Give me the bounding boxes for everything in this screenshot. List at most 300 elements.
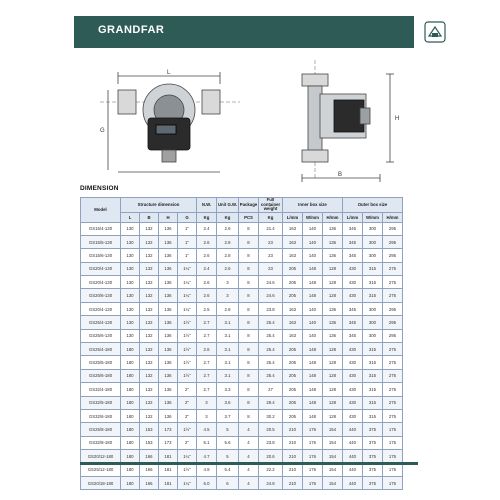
table-cell: 181 — [159, 463, 178, 476]
table-row — [81, 463, 403, 476]
table-cell: 2.7 — [197, 383, 217, 396]
table-cell: 275 — [383, 276, 403, 289]
table-cell: 345 — [343, 235, 363, 248]
table-cell: 136 — [159, 249, 178, 262]
table-cell: 300 — [363, 222, 383, 235]
footer-bar — [80, 462, 418, 465]
table-cell: 8 — [239, 396, 259, 409]
table-cell: 166 — [140, 476, 159, 489]
table-cell: 430 — [343, 409, 363, 422]
subheader-cell: G — [178, 212, 197, 222]
subheader-cell: L/mm — [283, 212, 303, 222]
table-cell: 23 — [259, 249, 283, 262]
table-row — [81, 302, 403, 315]
table-cell: 275 — [383, 409, 403, 422]
header-inner-box: Inner box size — [283, 198, 343, 213]
table-cell: 2.4 — [197, 222, 217, 235]
table-cell: 295 — [383, 222, 403, 235]
table-cell: 130 — [121, 316, 140, 329]
table-cell: 345 — [343, 329, 363, 342]
table-cell: 24.6 — [259, 276, 283, 289]
table-cell: 128 — [323, 262, 343, 275]
table-cell: 176 — [303, 450, 323, 463]
table-cell: 20.6 — [259, 450, 283, 463]
table-cell: 148 — [303, 409, 323, 422]
table-cell: 8 — [239, 383, 259, 396]
table-cell: 2.7 — [197, 356, 217, 369]
table-cell: 315 — [363, 383, 383, 396]
table-row — [81, 356, 403, 369]
table-cell: 1½" — [178, 369, 197, 382]
table-cell: 140 — [303, 302, 323, 315]
table-cell: 130 — [121, 289, 140, 302]
table-cell: 23 — [259, 262, 283, 275]
table-cell: 430 — [343, 396, 363, 409]
table-cell: 2.4 — [197, 262, 217, 275]
table-cell: 315 — [363, 369, 383, 382]
table-cell: 4 — [239, 463, 259, 476]
table-cell: 136 — [159, 396, 178, 409]
subheader-cell: Kg — [259, 212, 283, 222]
table-cell: 20.5 — [259, 423, 283, 436]
table-cell: 1¼" — [178, 302, 197, 315]
table-cell: 128 — [323, 409, 343, 422]
table-cell: 136 — [159, 343, 178, 356]
table-cell: 375 — [363, 463, 383, 476]
table-cell: 130 — [121, 302, 140, 315]
table-cell: 27 — [259, 383, 283, 396]
table-cell: 345 — [343, 222, 363, 235]
dim-g-label: G — [100, 128, 105, 134]
table-cell: 132 — [140, 235, 159, 248]
table-cell: 140 — [303, 222, 323, 235]
table-cell: 136 — [159, 289, 178, 302]
table-row — [81, 276, 403, 289]
subheader-cell: W/mm — [303, 212, 323, 222]
table-cell: 163 — [283, 316, 303, 329]
header-structure: Structure dimension — [121, 198, 197, 213]
table-cell: 3 — [197, 409, 217, 422]
table-row — [81, 316, 403, 329]
table-cell: 148 — [303, 289, 323, 302]
table-cell: 440 — [343, 436, 363, 449]
table-cell: 148 — [303, 262, 323, 275]
table-cell: 154 — [323, 423, 343, 436]
table-cell: 180 — [121, 450, 140, 463]
table-cell: 23.8 — [259, 436, 283, 449]
table-cell: 440 — [343, 423, 363, 436]
table-cell: 132 — [140, 369, 159, 382]
table-cell: 153 — [140, 423, 159, 436]
table-cell: 345 — [343, 316, 363, 329]
table-cell: 132 — [140, 249, 159, 262]
table-cell: 163 — [283, 249, 303, 262]
table-cell: 3 — [217, 276, 239, 289]
table-cell: 180 — [121, 383, 140, 396]
table-cell: 8 — [239, 289, 259, 302]
model-cell: GS20/4-130 — [81, 276, 121, 289]
table-cell: 2" — [178, 396, 197, 409]
table-cell: 275 — [383, 262, 403, 275]
dim-l-label: L — [167, 70, 171, 76]
table-cell: 175 — [383, 476, 403, 489]
table-cell: 132 — [140, 222, 159, 235]
table-cell: 440 — [343, 463, 363, 476]
table-cell: 132 — [140, 356, 159, 369]
table-cell: 5 — [217, 450, 239, 463]
table-cell: 175 — [383, 463, 403, 476]
model-cell: GS15/6-130 — [81, 249, 121, 262]
model-cell: GS32/6-180 — [81, 409, 121, 422]
table-cell: 1½" — [178, 316, 197, 329]
table-row — [81, 222, 403, 235]
table-cell: 166 — [140, 450, 159, 463]
table-cell: 25.4 — [259, 329, 283, 342]
model-cell: GS20/6-130 — [81, 289, 121, 302]
table-cell: 148 — [303, 396, 323, 409]
table-cell: 148 — [303, 369, 323, 382]
table-cell: 1¼" — [178, 450, 197, 463]
table-cell: 3.1 — [217, 343, 239, 356]
table-row — [81, 249, 403, 262]
table-cell: 440 — [343, 450, 363, 463]
table-cell: 1¼" — [178, 276, 197, 289]
table-cell: 8 — [239, 235, 259, 248]
table-cell: 8 — [239, 262, 259, 275]
table-cell: 430 — [343, 383, 363, 396]
table-cell: 181 — [159, 450, 178, 463]
table-cell: 210 — [283, 463, 303, 476]
table-cell: 136 — [323, 329, 343, 342]
model-cell: GS15/4-130 — [81, 222, 121, 235]
table-cell: 205 — [283, 396, 303, 409]
model-cell: GS15/5-130 — [81, 235, 121, 248]
table-cell: 8 — [239, 329, 259, 342]
table-cell: 140 — [303, 329, 323, 342]
model-cell: GS25/12-180 — [81, 463, 121, 476]
table-cell: 5.1 — [197, 436, 217, 449]
table-cell: 315 — [363, 289, 383, 302]
table-cell: 205 — [283, 383, 303, 396]
table-row — [81, 436, 403, 449]
table-cell: 163 — [283, 302, 303, 315]
table-cell: 6.0 — [197, 476, 217, 489]
table-row — [81, 329, 403, 342]
model-cell: GS20/12-180 — [81, 450, 121, 463]
subheader-cell: Kg — [217, 212, 239, 222]
table-cell: 22.2 — [259, 463, 283, 476]
side-flange-top — [302, 74, 328, 86]
table-cell: 132 — [140, 262, 159, 275]
table-cell: 136 — [323, 316, 343, 329]
table-cell: 136 — [159, 262, 178, 275]
header-nw: N.W. — [197, 198, 217, 213]
table-cell: 154 — [323, 463, 343, 476]
table-cell: 136 — [159, 369, 178, 382]
table-cell: 8 — [239, 276, 259, 289]
model-cell: GS25/8-180 — [81, 423, 121, 436]
model-cell: GS25/5-180 — [81, 356, 121, 369]
table-cell: 8 — [239, 249, 259, 262]
table-cell: 3.6 — [217, 396, 239, 409]
table-cell: 275 — [383, 383, 403, 396]
table-cell: 128 — [323, 289, 343, 302]
table-cell: 180 — [121, 463, 140, 476]
table-cell: 136 — [323, 302, 343, 315]
table-cell: 173 — [159, 423, 178, 436]
table-cell: 140 — [303, 316, 323, 329]
table-cell: 2" — [178, 436, 197, 449]
table-cell: 2.8 — [217, 249, 239, 262]
table-cell: 375 — [363, 436, 383, 449]
table-cell: 8 — [239, 409, 259, 422]
side-control-box — [334, 100, 364, 132]
table-cell: 1¼" — [178, 476, 197, 489]
subheader-cell: L/mm — [343, 212, 363, 222]
side-flange-bottom — [302, 150, 328, 162]
table-cell: 2" — [178, 409, 197, 422]
table-cell: 8 — [239, 222, 259, 235]
pump-technical-drawing — [90, 50, 430, 185]
table-cell: 1½" — [178, 463, 197, 476]
subheader-cell: B — [140, 212, 159, 222]
table-cell: 128 — [323, 369, 343, 382]
table-cell: 29.4 — [259, 396, 283, 409]
table-cell: 180 — [121, 476, 140, 489]
table-cell: 5.4 — [217, 463, 239, 476]
table-cell: 205 — [283, 276, 303, 289]
table-cell: 154 — [323, 476, 343, 489]
table-cell: 30.2 — [259, 409, 283, 422]
table-cell: 175 — [383, 423, 403, 436]
table-cell: 375 — [363, 476, 383, 489]
pump-flange-right — [202, 90, 220, 114]
table-cell: 1½" — [178, 329, 197, 342]
table-row — [81, 383, 403, 396]
table-cell: 136 — [323, 235, 343, 248]
table-cell: 128 — [323, 396, 343, 409]
table-cell: 1½" — [178, 423, 197, 436]
table-cell: 128 — [323, 276, 343, 289]
table-cell: 210 — [283, 436, 303, 449]
table-cell: 4.9 — [197, 463, 217, 476]
subheader-cell: W/mm — [363, 212, 383, 222]
table-cell: 3.1 — [217, 369, 239, 382]
table-cell: 315 — [363, 276, 383, 289]
table-cell: 3.1 — [217, 356, 239, 369]
table-cell: 4 — [239, 423, 259, 436]
table-cell: 180 — [121, 396, 140, 409]
subheader-cell: H/mm — [323, 212, 343, 222]
table-cell: 6 — [217, 476, 239, 489]
table-cell: 180 — [121, 356, 140, 369]
table-row — [81, 262, 403, 275]
pump-display — [156, 125, 176, 134]
table-cell: 295 — [383, 316, 403, 329]
subheader-cell: L — [121, 212, 140, 222]
table-cell: 205 — [283, 356, 303, 369]
table-cell: 1½" — [178, 356, 197, 369]
table-cell: 345 — [343, 302, 363, 315]
header-model: Model — [81, 198, 121, 223]
table-cell: 375 — [363, 450, 383, 463]
table-cell: 136 — [159, 356, 178, 369]
table-cell: 166 — [140, 463, 159, 476]
table-cell: 315 — [363, 409, 383, 422]
table-cell: 3 — [217, 289, 239, 302]
model-cell: GS25/4-130 — [81, 316, 121, 329]
dimension-table — [80, 197, 403, 490]
header-volume: Full container weight — [259, 198, 283, 213]
table-cell: 430 — [343, 369, 363, 382]
table-cell: 3.1 — [217, 316, 239, 329]
table-cell: 176 — [303, 476, 323, 489]
table-cell: 21.4 — [259, 222, 283, 235]
table-cell: 25.4 — [259, 356, 283, 369]
table-cell: 148 — [303, 343, 323, 356]
table-cell: 295 — [383, 249, 403, 262]
table-cell: 132 — [140, 289, 159, 302]
table-cell: 315 — [363, 262, 383, 275]
dim-h-label: H — [395, 116, 400, 122]
table-cell: 154 — [323, 436, 343, 449]
table-cell: 130 — [121, 262, 140, 275]
table-cell: 173 — [159, 436, 178, 449]
table-cell: 130 — [121, 276, 140, 289]
table-cell: 130 — [121, 329, 140, 342]
table-cell: 136 — [323, 222, 343, 235]
table-cell: 136 — [323, 249, 343, 262]
table-cell: 136 — [159, 302, 178, 315]
table-cell: 440 — [343, 476, 363, 489]
model-cell: GS20/18-180 — [81, 476, 121, 489]
table-cell: 2.8 — [217, 302, 239, 315]
brand-emblem-icon — [424, 21, 446, 43]
table-cell: 136 — [159, 316, 178, 329]
table-cell: 300 — [363, 316, 383, 329]
table-cell: 8 — [239, 369, 259, 382]
brand-logo — [98, 24, 164, 36]
table-cell: 153 — [140, 436, 159, 449]
table-cell: 25.4 — [259, 316, 283, 329]
model-cell: GS25/6-130 — [81, 329, 121, 342]
table-cell: 148 — [303, 383, 323, 396]
header-outer-box: Outer box size — [343, 198, 403, 213]
table-cell: 3.1 — [217, 329, 239, 342]
table-cell: 1½" — [178, 343, 197, 356]
section-title: DIMENSION — [80, 185, 119, 192]
table-cell: 1" — [178, 235, 197, 248]
table-cell: 176 — [303, 463, 323, 476]
table-cell: 136 — [159, 409, 178, 422]
table-cell: 148 — [303, 276, 323, 289]
model-cell: GS25/4-180 — [81, 343, 121, 356]
table-cell: 210 — [283, 450, 303, 463]
table-cell: 23.8 — [259, 302, 283, 315]
table-cell: 205 — [283, 343, 303, 356]
model-cell: GS20/4-130 — [81, 262, 121, 275]
table-cell: 2.5 — [197, 302, 217, 315]
dim-b-label: B — [338, 172, 343, 178]
table-row — [81, 409, 403, 422]
table-cell: 2.6 — [197, 289, 217, 302]
table-cell: 4 — [239, 476, 259, 489]
table-cell: 175 — [383, 450, 403, 463]
table-cell: 176 — [303, 436, 323, 449]
table-cell: 140 — [303, 249, 323, 262]
table-cell: 130 — [121, 235, 140, 248]
table-cell: 295 — [383, 235, 403, 248]
table-cell: 2.6 — [217, 222, 239, 235]
table-row — [81, 343, 403, 356]
table-cell: 210 — [283, 476, 303, 489]
table-cell: 205 — [283, 409, 303, 422]
table-cell: 8 — [239, 356, 259, 369]
table-cell: 2" — [178, 383, 197, 396]
table-cell: 295 — [383, 329, 403, 342]
table-cell: 2.6 — [217, 262, 239, 275]
table-cell: 300 — [363, 249, 383, 262]
table-cell: 430 — [343, 289, 363, 302]
table-cell: 132 — [140, 409, 159, 422]
table-cell: 140 — [303, 235, 323, 248]
table-cell: 181 — [159, 476, 178, 489]
table-cell: 5.6 — [217, 436, 239, 449]
table-cell: 163 — [283, 222, 303, 235]
table-cell: 1" — [178, 249, 197, 262]
model-cell: GS20/4-130 — [81, 302, 121, 315]
table-cell: 128 — [323, 383, 343, 396]
header-package: Package — [239, 198, 259, 213]
subheader-cell: H/mm — [383, 212, 403, 222]
table-cell: 180 — [121, 369, 140, 382]
table-cell: 300 — [363, 302, 383, 315]
table-cell: 430 — [343, 262, 363, 275]
subheader-cell: PCS — [239, 212, 259, 222]
table-cell: 205 — [283, 369, 303, 382]
table-cell: 8 — [239, 302, 259, 315]
table-row — [81, 369, 403, 382]
table-cell: 136 — [159, 276, 178, 289]
table-cell: 136 — [159, 235, 178, 248]
table-cell: 128 — [323, 343, 343, 356]
table-cell: 163 — [283, 329, 303, 342]
table-cell: 175 — [383, 436, 403, 449]
table-cell: 132 — [140, 329, 159, 342]
table-cell: 4.7 — [197, 450, 217, 463]
table-cell: 180 — [121, 436, 140, 449]
table-cell: 8 — [239, 316, 259, 329]
table-cell: 132 — [140, 383, 159, 396]
table-cell: 2.7 — [197, 369, 217, 382]
table-cell: 2.6 — [197, 343, 217, 356]
header-gw: Unit G.W. — [217, 198, 239, 213]
table-row — [81, 235, 403, 248]
table-cell: 295 — [383, 302, 403, 315]
table-row — [81, 423, 403, 436]
table-row — [81, 396, 403, 409]
table-cell: 430 — [343, 276, 363, 289]
table-cell: 345 — [343, 249, 363, 262]
table-cell: 154 — [323, 450, 343, 463]
table-cell: 163 — [283, 235, 303, 248]
table-cell: 4 — [239, 436, 259, 449]
table-cell: 315 — [363, 343, 383, 356]
pump-terminal — [162, 150, 176, 162]
table-cell: 24.6 — [259, 289, 283, 302]
model-cell: GS25/6-180 — [81, 369, 121, 382]
table-cell: 275 — [383, 343, 403, 356]
